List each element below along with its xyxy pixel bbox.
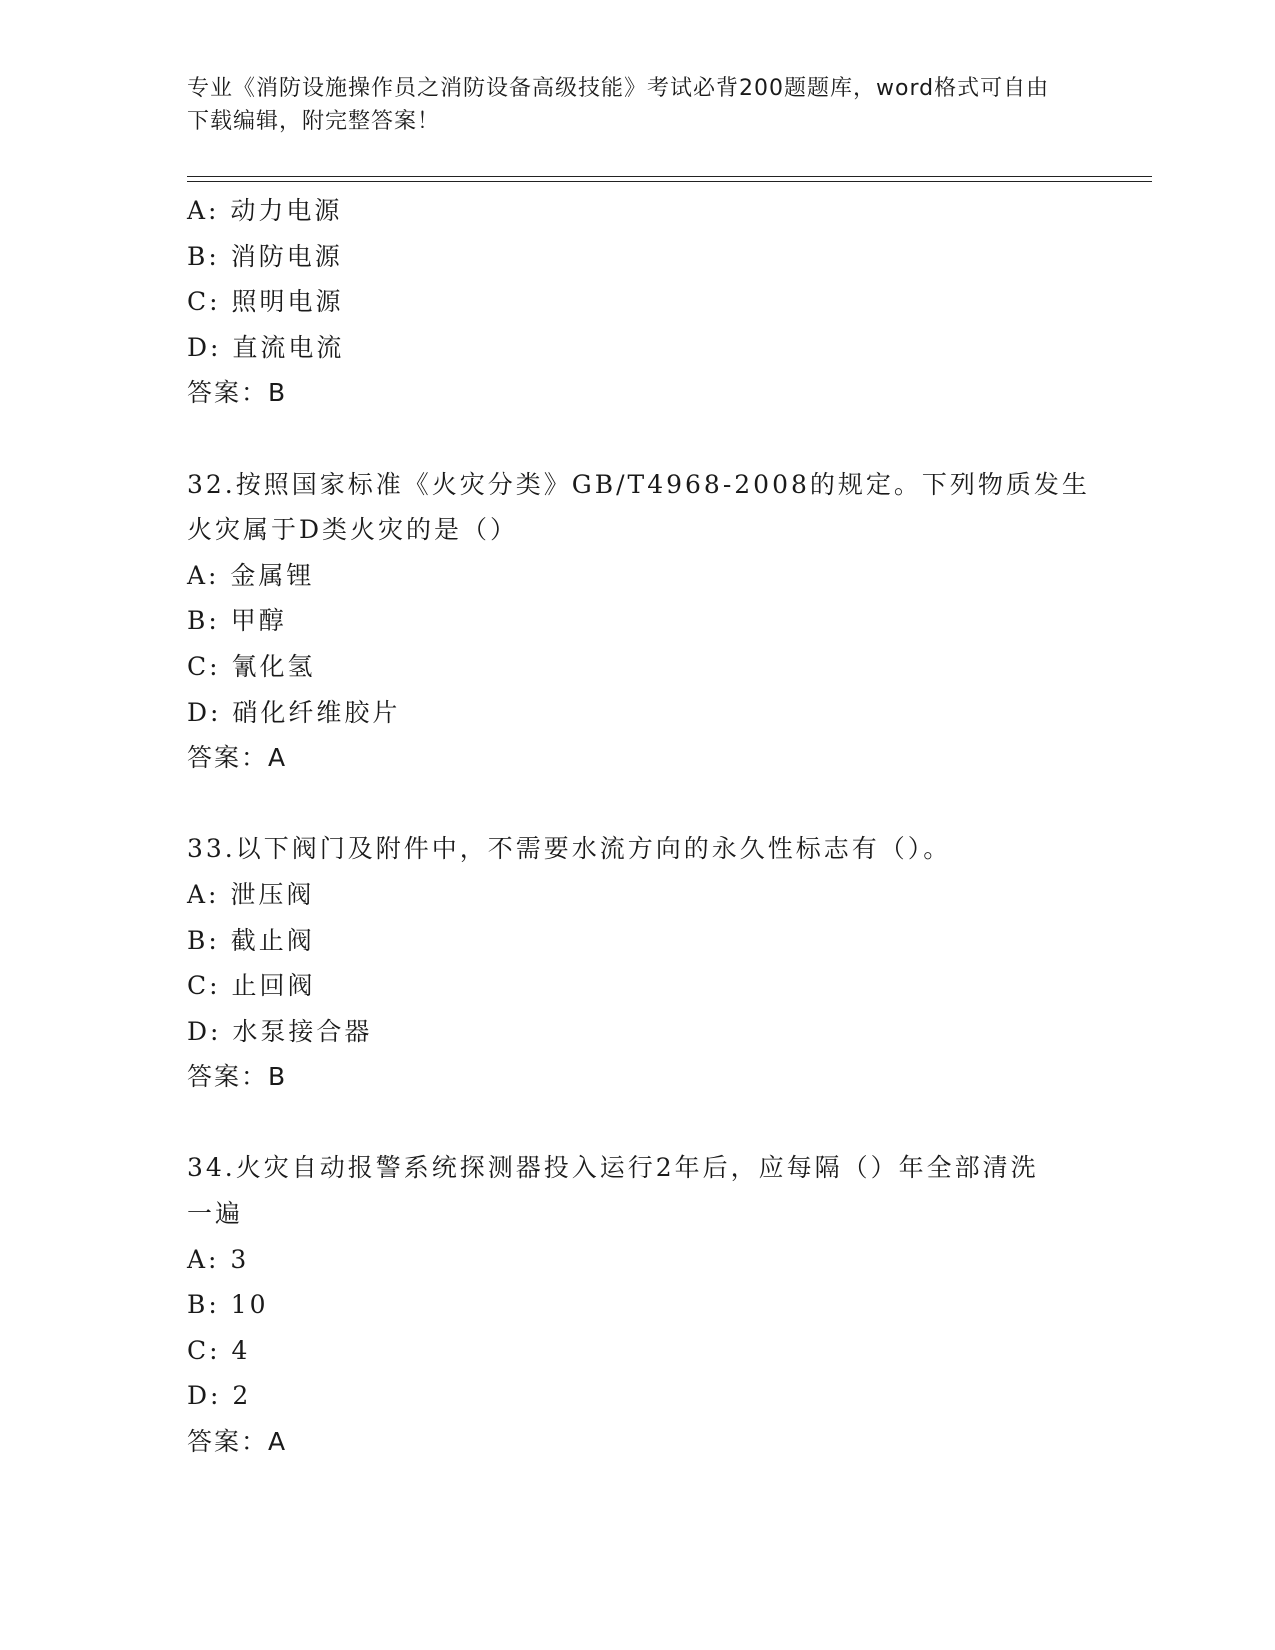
option-a: A: 3 <box>187 1244 250 1274</box>
document-header: 专业《消防设施操作员之消防设备高级技能》考试必背200题题库，word格式可自由下载编辑，附完整答案！ <box>187 76 1050 134</box>
option-b: B: 消防电源 <box>187 241 343 271</box>
header-rule-bottom <box>187 181 1152 182</box>
question-stem: 32.按照国家标准《火灾分类》GB/T4968-2008的规定。下列物质发生 <box>187 469 1090 499</box>
option-b: B: 截止阀 <box>187 925 315 955</box>
answer-line: 答案：A <box>187 743 288 773</box>
option-d: D: 硝化纤维胶片 <box>187 697 401 727</box>
option-b: B: 甲醇 <box>187 606 287 636</box>
option-c: C: 4 <box>187 1335 251 1365</box>
question-stem-continued: 火灾属于D类火灾的是（） <box>187 515 519 545</box>
option-a: A: 泄压阀 <box>187 879 315 909</box>
answer-line: 答案：A <box>187 1427 288 1457</box>
option-c: C: 氰化氢 <box>187 651 316 681</box>
option-b: B: 10 <box>187 1290 269 1320</box>
option-c: C: 照明电源 <box>187 287 344 317</box>
option-d: D: 2 <box>187 1381 252 1411</box>
spacer <box>187 1100 1087 1146</box>
option-d: D: 水泵接合器 <box>187 1016 373 1046</box>
question-stem-continued: 一遍 <box>187 1199 244 1229</box>
question-34 <box>187 1145 1087 1464</box>
option-a: A: 动力电源 <box>187 196 343 225</box>
question-33 <box>187 826 1087 1100</box>
question-31 <box>187 188 1087 416</box>
option-a: A: 金属锂 <box>187 560 315 590</box>
question-stem: 34.火灾自动报警系统探测器投入运行2年后，应每隔（）年全部清洗 <box>187 1153 1039 1183</box>
header-rule-top <box>187 176 1152 177</box>
question-stem: 33.以下阀门及附件中，不需要水流方向的永久性标志有（）。 <box>187 834 952 864</box>
answer-line: 答案：B <box>187 1062 288 1092</box>
answer-line: 答案：B <box>187 378 288 408</box>
option-d: D: 直流电流 <box>187 332 345 362</box>
spacer <box>187 416 1087 462</box>
question-list <box>187 188 1090 1465</box>
option-c: C: 止回阀 <box>187 971 316 1001</box>
spacer <box>187 781 1087 827</box>
question-32 <box>187 462 1090 781</box>
